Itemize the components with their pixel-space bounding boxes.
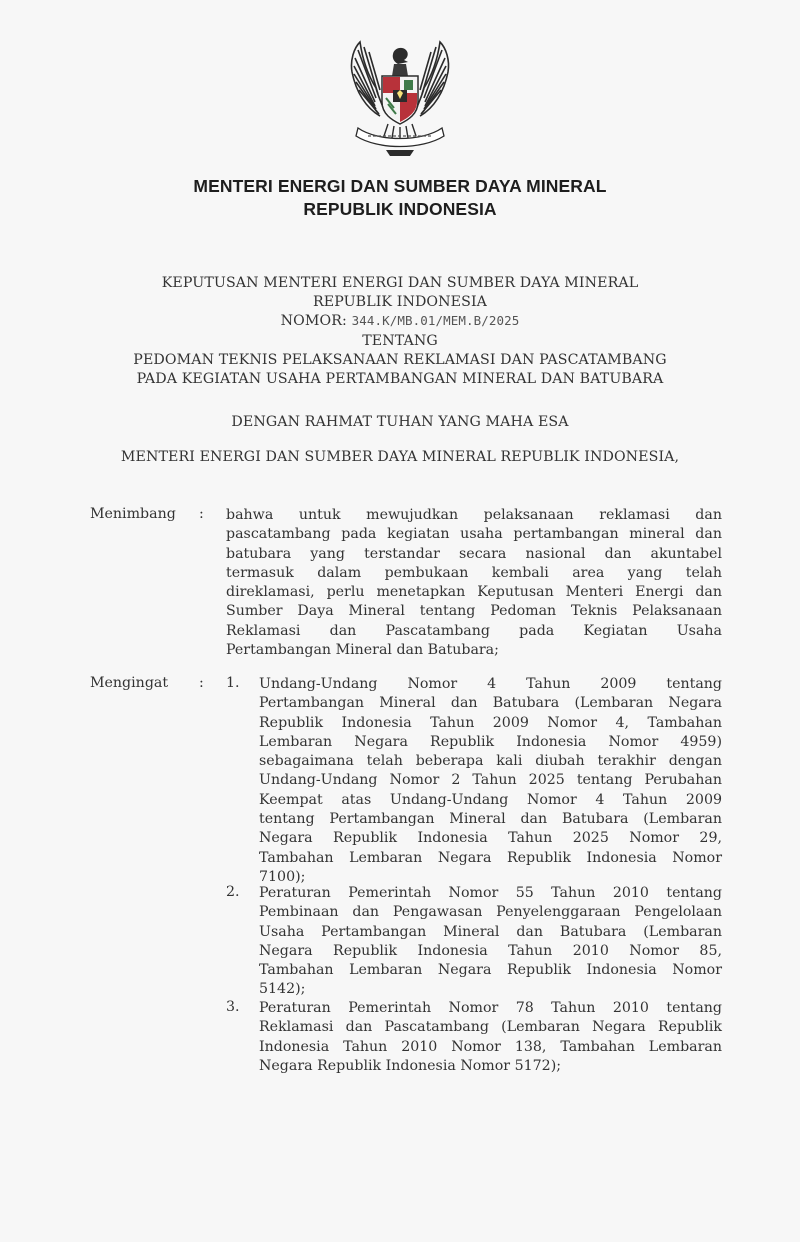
text-line: bahwa untuk mewujudkan pelaksanaan reklamasi dan xyxy=(226,507,722,523)
text-line: Lembaran Negara Republik Indonesia Nomor 4959) xyxy=(259,733,722,750)
text-line: Negara Republik Indonesia Tahun 2010 Nomor 85, xyxy=(259,942,722,959)
text-line: sebagaimana telah beberapa kali diubah terakhir dengan xyxy=(259,753,722,770)
text-line: Republik Indonesia Tahun 2009 Nomor 4, Tambahan xyxy=(259,714,722,731)
institution-country: REPUBLIK INDONESIA xyxy=(303,199,497,219)
text-line: direklamasi, perlu menetapkan Keputusan Menteri Energi dan xyxy=(226,584,722,601)
text-line: Peraturan Pemerintah Nomor 78 Tahun 2010 tentang xyxy=(259,1000,722,1016)
text-line: termasuk dalam pembukaan kembali area yang telah xyxy=(226,564,722,581)
list-item-number: 1. xyxy=(226,675,240,691)
invocation: DENGAN RAHMAT TUHAN YANG MAHA ESA xyxy=(231,414,569,430)
decree-title-country: REPUBLIK INDONESIA xyxy=(312,294,488,310)
text-line: Keempat atas Undang-Undang Nomor 4 Tahun 2009 xyxy=(259,791,722,808)
decree-number xyxy=(0,313,800,329)
decree-number-label: NOMOR: xyxy=(280,313,347,329)
list-item xyxy=(259,999,722,1076)
list-item-number: 2. xyxy=(226,884,240,900)
text-line: Reklamasi dan Pascatambang pada Kegiatan Usaha xyxy=(226,622,722,639)
institution-name: MENTERI ENERGI DAN SUMBER DAYA MINERAL xyxy=(193,176,607,196)
menimbang-colon: : xyxy=(199,506,204,522)
menimbang-text xyxy=(226,506,722,660)
menimbang-label: Menimbang xyxy=(90,506,176,522)
decree-subject-line-1: PEDOMAN TEKNIS PELAKSANAAN REKLAMASI DAN PASCATAMBANG xyxy=(133,352,667,368)
tentang-label: TENTANG xyxy=(362,333,438,349)
decree-subject-line-2: PADA KEGIATAN USAHA PERTAMBANGAN MINERAL DAN BATUBARA xyxy=(136,371,664,387)
text-line: 7100); xyxy=(259,868,306,885)
text-line: 5142); xyxy=(259,981,306,998)
text-line: Tambahan Lembaran Negara Republik Indonesia Nomor xyxy=(259,849,722,866)
text-line: Undang-Undang Nomor 4 Tahun 2009 tentang xyxy=(259,676,722,692)
decree-number-value: 344.K/MB.01/MEM.B/2025 xyxy=(351,313,520,328)
text-line: batubara yang terstandar secara nasional dan akuntabel xyxy=(226,545,722,562)
text-line: pascatambang pada kegiatan usaha pertambangan mineral dan xyxy=(226,526,722,543)
text-line: Negara Republik Indonesia Nomor 5172); xyxy=(259,1057,562,1074)
mengingat-label: Mengingat xyxy=(90,675,169,691)
decree-title: KEPUTUSAN MENTERI ENERGI DAN SUMBER DAYA MINERAL xyxy=(161,275,639,291)
text-line: Pembinaan dan Pengawasan Penyelenggaraan Pengelolaan xyxy=(259,904,722,921)
issuer: MENTERI ENERGI DAN SUMBER DAYA MINERAL REPUBLIK INDONESIA, xyxy=(120,449,680,465)
list-item xyxy=(259,675,722,887)
list-item xyxy=(259,884,722,1000)
text-line: Pertambangan Mineral dan Batubara; xyxy=(226,642,499,659)
text-line: Undang-Undang Nomor 2 Tahun 2025 tentang Perubahan xyxy=(259,772,722,789)
text-line: Negara Republik Indonesia Tahun 2025 Nomor 29, xyxy=(259,830,722,847)
text-line: Tambahan Lembaran Negara Republik Indonesia Nomor xyxy=(259,962,722,979)
list-item-number: 3. xyxy=(226,999,240,1015)
text-line: tentang Pertambangan Mineral dan Batubara (Lembaran xyxy=(259,811,722,828)
text-line: Reklamasi dan Pascatambang (Lembaran Negara Republik xyxy=(259,1019,722,1036)
text-line: Pertambangan Mineral dan Batubara (Lembaran Negara xyxy=(259,695,722,712)
text-line: Usaha Pertambangan Mineral dan Batubara (Lembaran xyxy=(259,923,722,940)
text-line: Indonesia Tahun 2010 Nomor 138, Tambahan Lembaran xyxy=(259,1038,722,1055)
garuda-emblem-icon xyxy=(338,32,462,162)
text-line: Peraturan Pemerintah Nomor 55 Tahun 2010 tentang xyxy=(259,885,722,901)
text-line: Sumber Daya Mineral tentang Pedoman Teknis Pelaksanaan xyxy=(226,603,722,620)
mengingat-colon: : xyxy=(199,675,204,691)
